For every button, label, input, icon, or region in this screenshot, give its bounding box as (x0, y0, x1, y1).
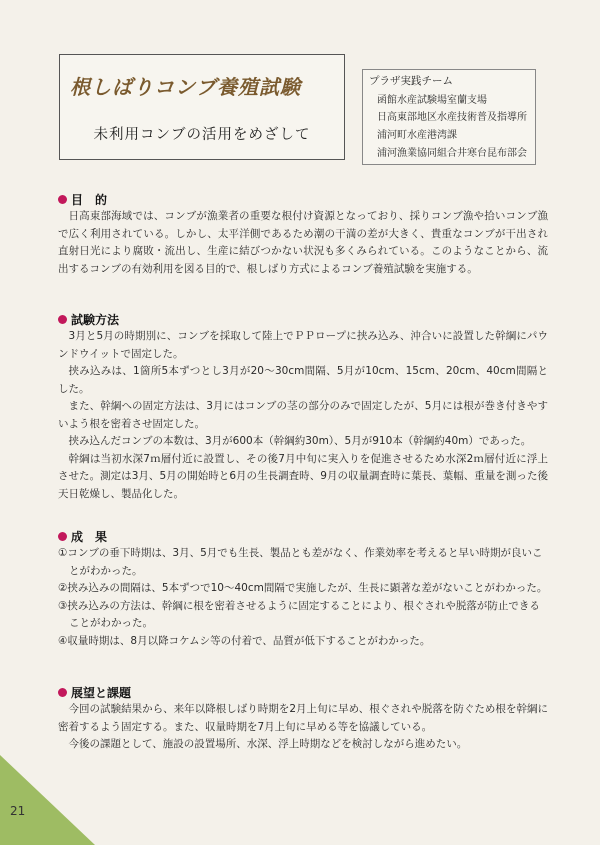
paragraph: 日高東部海域では、コンブが漁業者の重要な根付け資源となっており、採りコンブ漁や拾いコンブ漁で広く利用されている。しかし、太平洋側であるため潮の干満の差が大きく、貴重なコンブが干出され直射日光により腐敗・流出し、生産に結びつかない状況も多くみられている。このようなことから、流出するコンブの有効利用を図る目的で、根しばり方式によるコンブ養殖試験を実施する。 (58, 210, 548, 275)
team-member: 日高東部地区水産技術普及指導所 (377, 112, 527, 123)
team-member: 浦河町水産港湾課 (377, 130, 457, 141)
paragraph: 挟み込みは、1箇所5本ずつとし3月が20～30cm間隔、5月が10cm、15cm、20cm、40cm間隔とした。 (58, 365, 548, 395)
heading-text: 展望と課題 (71, 686, 132, 700)
paragraph: 挟み込んだコンブの本数は、3月が600本（幹綱約30m）、5月が910本（幹綱約40m）であった。 (68, 435, 532, 447)
paragraph: 3月と5月の時期別に、コンブを採取して陸上でＰＰロープに挟み込み、沖合いに設置した幹綱にパウンドウイットで固定した。 (58, 330, 548, 360)
page-number: 21 (10, 804, 26, 818)
paragraph: また、幹綱への固定方法は、3月にはコンブの茎の部分のみで固定したが、5月には根が巻き付きやすいよう根を密着させ固定した。 (58, 400, 548, 430)
page-subtitle: 未利用コンブの活用をめざして (93, 127, 311, 143)
page-title: 根しばりコンブ養殖試験 (70, 75, 301, 99)
result-item: ④収量時期は、8月以降コケムシ等の付着で、品質が低下することがわかった。 (58, 634, 431, 647)
section-outlook (58, 684, 548, 754)
team-member: 函館水産試験場室蘭支場 (377, 95, 487, 106)
title-box (59, 54, 345, 160)
heading-text: 試験方法 (71, 313, 120, 327)
corner-decoration (0, 755, 95, 845)
team-box (362, 69, 536, 165)
bullet-icon (58, 688, 67, 697)
heading-text: 成 果 (71, 530, 108, 544)
result-item: ③挟み込みの方法は、幹綱に根を密着させるように固定することにより、根ぐされや脱落が防止できることがわかった。 (58, 599, 540, 629)
section-results (58, 528, 548, 650)
bullet-icon (58, 315, 67, 324)
paragraph: 今後の課題として、施設の設置場所、水深、浮上時期などを検討しながら進めたい。 (68, 738, 468, 750)
section-heading (58, 684, 548, 701)
section-heading (58, 528, 548, 545)
paragraph: 幹綱は当初水深7ｍ層付近に設置し、その後7月中旬に実入りを促進させるため水深2ｍ層付近に浮上させた。測定は3月、5月の開始時と6月の生長調査時、9月の収量調査時に葉長、葉幅、重量を測った後天日乾燥し、製品化した。 (58, 452, 548, 500)
section-heading (58, 191, 548, 208)
bullet-icon (58, 195, 67, 204)
heading-text: 目 的 (71, 193, 108, 207)
section-heading (58, 311, 548, 328)
section-method (58, 311, 548, 503)
section-purpose (58, 191, 548, 278)
team-title: プラザ実践チーム (369, 75, 453, 87)
result-item: ①コンブの垂下時期は、3月、5月でも生長、製品とも差がなく、作業効率を考えると早い時期が良いことがわかった。 (58, 547, 543, 577)
team-member: 浦河漁業協同組合井寒台昆布部会 (377, 148, 527, 159)
result-item: ②挟み込みの間隔は、5本ずつで10～40cm間隔で実施したが、生長に顕著な差がないことがわかった。 (58, 582, 548, 594)
paragraph: 今回の試験結果から、来年以降根しばり時期を2月上旬に早め、根ぐされや脱落を防ぐため根を幹綱に密着するよう固定する。また、収量時期を7月上旬に早める等を協議している。 (58, 703, 548, 733)
bullet-icon (58, 532, 67, 541)
